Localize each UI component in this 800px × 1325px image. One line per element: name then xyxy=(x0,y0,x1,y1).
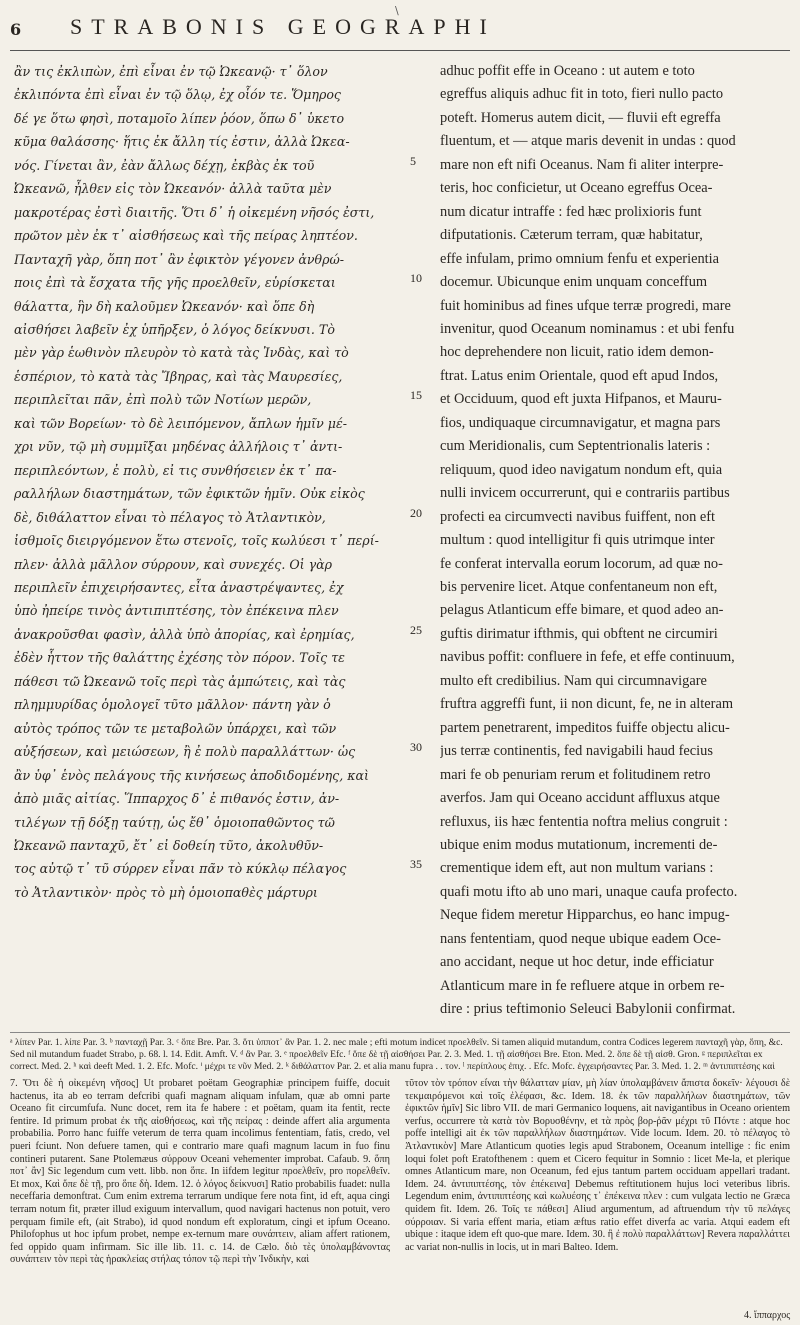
latin-line: fuit hominibus ad fines ufque terræ progredi, mare xyxy=(440,297,731,314)
latin-line: averfos. Jam qui Oceano accidunt affluxus atque xyxy=(440,790,720,807)
latin-line: partem penetrarent, impeditos fuiffe objectu alicu- xyxy=(440,719,730,736)
greek-line: νός. Γίνεται ἂν, ἐὰν ἄλλως δέχῃ, ἐκβὰς ἐκ τοῦ xyxy=(14,157,315,173)
greek-line: αἰσθήσει λαβεῖν ἐχ ὑπῆρξεν, ὁ λόγος δείκνυσι. Τὸ xyxy=(14,321,335,337)
greek-line: θάλαττα, ἣν δὴ καλοῦμεν Ὠκεανόν· καὶ ὅπε δὴ xyxy=(14,298,315,314)
latin-line: teris, hoc conficietur, ut Oceano egreffus Ocea- xyxy=(440,180,713,197)
greek-line: ἐκλιπόντα ἐπὶ εἶναι ἐν τῷ ὅλῳ, ἐχ οἷόν τε. Ὅμηρος xyxy=(14,87,341,103)
latin-line: egreffus aliquis adhuc fit in toto, fieri nullo pacto xyxy=(440,86,724,103)
line-number: 30 xyxy=(410,740,422,755)
greek-line: χρι νῦν, τῷ μὴ συμμῖξαι μηδένας ἀλλήλοις τ᾽ ἀντι- xyxy=(14,439,343,455)
greek-line: πλημμυρίδας ὁμολογεῖ τῦτο μᾶλλον· πάντη γὰν ὁ xyxy=(14,697,331,713)
latin-line: ano accidant, neque ut hoc detur, inde efficiatur xyxy=(440,954,714,971)
greek-line: δέ γε ὅτω φησὶ, ποταμοῖο λίπεν ῥόον, ὅπω δ᾽ ὑκετο xyxy=(14,110,345,126)
greek-line: τὸ Ἀτλαντικὸν· πρὸς τὸ μὴ ὁμοιοπαθὲς μάρτυρι xyxy=(14,884,318,900)
latin-line: num dicatur intraffe : fed hæc prolixioris funt xyxy=(440,203,702,220)
latin-line: guftis dirimatur ifthmis, qui obftent ne circumiri xyxy=(440,625,718,642)
latin-line: pelagus Atlanticum effe bimare, et quod adeo an- xyxy=(440,602,724,619)
greek-line: περιπλεόντων, ἐ πολὺ, εἰ τις συνθήσειεν ἐκ τ᾽ πα- xyxy=(14,462,337,478)
latin-line: ftrat. Latus enim Orientale, quod eft apud Indos, xyxy=(440,367,719,384)
page-number: 6 xyxy=(10,20,22,39)
latin-line: crementique idem eft, aut non multum varians : xyxy=(440,860,714,877)
greek-line: ἂν ὑφ᾽ ἑνὸς πελάγους τῆς κινήσεως ἀποδιδομένης, καὶ xyxy=(14,767,369,783)
latin-line: refluxus, iis hæc fententia noftra melius congruit : xyxy=(440,813,728,830)
line-number: 20 xyxy=(410,505,422,520)
greek-line: τιλέγων τῇ δόξῃ ταύτῃ, ὡς ἔθ᾽ ὁμοιοπαθῶντος τῶ xyxy=(14,814,335,830)
greek-line: αὐξήσεων, καὶ μειώσεων, ἢ ἐ πολὺ παραλλάττων· ὡς xyxy=(14,744,356,760)
greek-line: ποις ἐπὶ τὰ ἔσχατα τῆς γῆς προελθεῖν, εὑρίσκεται xyxy=(14,275,336,291)
greek-line: αὐτὸς τρόπος τῶν τε μεταβολῶν ὑπάρχει, καὶ τῶν xyxy=(14,720,337,736)
latin-line: ubique enim modus mutationum, incrementi de- xyxy=(440,836,718,853)
latin-line: mare non eft nifi Oceanus. Nam fi aliter interpre- xyxy=(440,156,724,173)
latin-line: reliquum, quod ideo navigatum nondum eft, quia xyxy=(440,461,723,478)
greek-line: πάθεσι τῶ Ὠκεανῶ τοῖς περὶ τὰς ἀμπώτεις, καὶ τὰς xyxy=(14,673,346,689)
latin-line: Atlanticum mare in fe refluere atque in orbem re- xyxy=(440,977,725,994)
greek-line: ἐδὲν ἧττον τῆς θαλάττης ἐχέσης τὸν πόρον. Τοῖς τε xyxy=(14,650,345,666)
latin-line: invenitur, quod Oceanum nominamus : et ubi fenfu xyxy=(440,320,735,337)
greek-line: ἀνακροῦσθαι φασὶν, ἀλλὰ ὑπὸ ἀπορίας, καὶ ἐρημίας, xyxy=(14,626,355,642)
line-number: 15 xyxy=(410,388,422,403)
running-head: STRABONIS GEOGRAPHI xyxy=(70,14,496,39)
greek-line: δὲ, διθάλαττον εἶναι τὸ πέλαγος τὸ Ἀτλαντικὸν, xyxy=(14,509,326,525)
latin-line: bis pervenire licet. Atque confentaneum non eft, xyxy=(440,578,718,595)
latin-line: cum Meridionalis, cum Septentrionalis lateris : xyxy=(440,438,711,455)
latin-line: multum : quod intelligitur fi quis utrimque inter xyxy=(440,532,715,549)
critical-apparatus: ᵃ λίπεν Par. 1. λίπε Par. 3. ᵇ πανταχῇ Par. 3. ᶜ ὅπε Bre. Par. 3. ὅτι ὑπποτ᾽ ἂν Par. 1. 2. nec male ; efti motum indicet προελθεῖν. Si tamen aliquid mutandum, contra Codices legerem πανταχῆ γὰρ, ὅπη, &c. Sed nil mutandum fuadet Strabo, p. 68. l. 14. Edit. Amft. V. ᵈ ἂν Par. 3. ᵉ προελθεῖν Efc. ᶠ ὅπε δὲ τῇ αἰσθήσει Par. 2. 3. Med. 1. τῇ αἰσθήσει Bre. Eton. Med. 2. ὅπε δὲ τῇ αἰσθ. Gron. ᵍ περιπλεῖται ex correct. Med. 2. ʰ καὶ deeft Med. 1. 2. Efc. Mofc. ⁱ μέχρι τε νῦν Med. 2. ᵏ διθάλαττον Par. 2. et alia manu fupra . . τον. ˡ περίπλους ἐπιχ. . Efc. Mofc. ἐγχειρήσαντες Par. 3. Med. 1. 2. ᵐ ἀντιπιπτέσης καὶ xyxy=(10,1037,783,1072)
greek-line: ἑσπέριον, τὸ κατὰ τὰς Ἴβηρας, καὶ τὰς Μαυρεσίες, xyxy=(14,368,343,384)
latin-translation-column xyxy=(440,60,795,1030)
latin-line: hoc deprehendere non licuit, ratio idem demon- xyxy=(440,344,714,361)
line-number: 10 xyxy=(410,271,422,286)
latin-line: profecti ea circumvecti navibus fuiffent, non eft xyxy=(440,508,716,525)
latin-line: dire : prius teftimonio Seleuci Babylonii confirmat. xyxy=(440,1001,736,1018)
footnote-rule xyxy=(10,1032,790,1033)
greek-line: Ὠκεανῶ πανταχῦ, ἔτ᾽ εἰ δοθείη τῦτο, ἀκολυθῦν- xyxy=(14,837,324,853)
latin-line: fruftra aggreffi funt, ii non dicunt, fe, ne in alteram xyxy=(440,696,734,713)
line-number: 5 xyxy=(410,153,416,168)
greek-line: τος αὐτῷ τ᾽ τῦ σύρρεν εἶναι πᾶν τὸ κύκλῳ πέλαγος xyxy=(14,861,347,877)
latin-line: fluentum, et — atque maris devenit in undas : quod xyxy=(440,133,736,150)
catchword: 4. ἵππαρχος xyxy=(744,1310,791,1321)
latin-line: quafi motu ifto ab uno mari, unaque caufa profecto. xyxy=(440,883,738,900)
latin-line: poteft. Homerus autem dicit, — fluvii eft egreffa xyxy=(440,109,721,126)
greek-line: ραλλήλων διαστημάτων, τῶν ἐφικτῶν ἡμῖν. Οὐκ εἰκὸς xyxy=(14,486,365,502)
greek-line: κῦμα θαλάσσης· ἥτις ἐκ ἄλλη τίς ἐστιν, ἀλλὰ Ὠκεα- xyxy=(14,134,350,150)
latin-line: jus terræ continentis, fed navigabili haud fecius xyxy=(440,743,713,760)
greek-line: μὲν γὰρ ἑωθινὸν πλευρὸν τὸ κατὰ τὰς Ἰνδὰς, καὶ τὸ xyxy=(14,345,349,361)
commentary-left: 7. Ὅτι δὲ ἡ οἰκεμένη νῆσος] Ut probaret poëtam Geographiæ principem fuiffe, docuit hactenus, ita ab eo terram defcribi quafi magnam aliquam infulam, quæ ab omni parte Oceano fit circumfufa. Nunc docet, rem ita fe habere : et poëtam, quam ita fentit, recte fentire. Id primum probat ἐκ τῆς αἰσθήσεως, καὶ τῆς πείρας : deinde affert alia argumenta probabilia. Porro hanc fuiffe veterum de terra quam incolimus fententiam, fatis, credo, vel pueri fciunt. Non defuere tamen, qui e contrario mare quafi magnum lacum in fuo finu contineri putarent. Sane Ptolemæus σύρρουν Oceani vehementer improbat. Cafaub. 9. ὅπη ποτ᾽ ἂν] Sic legendum cum vett. libb. non ὅπε. In iifdem legitur προελθεῖν, pro πορελθεῖν. Et mox, Καὶ ὅπε δὲ τῇ, pro ὅπε δὴ. Idem. 12. ὁ λόγος δείκνυσι] Ratio probabilis fuadet: nulla neceffaria demonftrat. Cum enim extrema terrarum undique fere nota fint, id eft, aqua cingi terram notum fit, præter illud exiguum intervallum, quod navigari hactenus non potuit, vero perquam fimile eft, (ait Strabo), id quod nondum eft exploratum, cingi et ipfum Oceano. Philofophus ut hoc ipfum probet, nempe ex-ternum mare συνάπτειν, aliam affert rationem, fed oppido quam infirmam. Sic ille lib. 11. c. 14. de Cælo. διὸ τὲς ὑπολαμβάνοντας συνάπτειν τὸν περὶ τὰς ἡρακλείας στήλας τόπον τῷ περὶ τὴν Ἰνδικὴν, καὶ xyxy=(10,1078,390,1266)
greek-line: ἀπὸ μιᾶς αἰτίας. Ἵππαρχος δ᾽ ἐ πιθανός ἐστιν, ἀν- xyxy=(14,791,340,807)
latin-line: nans fententiam, quod neque ubique eadem Oce- xyxy=(440,930,721,947)
greek-line: μακροτέρας ἐστὶ διαιτῆς. Ὅτι δ᾽ ἡ οἰκεμένη νῆσός ἐστι, xyxy=(14,204,375,220)
latin-line: navibus poffit: confluere in fefe, et effe continuum, xyxy=(440,649,735,666)
corner-mark: \ xyxy=(395,4,399,17)
latin-line: difputationis. Cæterum terram, quæ habitatur, xyxy=(440,227,703,244)
header-rule xyxy=(10,50,790,51)
line-number: 25 xyxy=(410,622,422,637)
latin-line: mari fe ob penuriam rerum et folitudinem retro xyxy=(440,766,711,783)
greek-line: καὶ τῶν Βορείων· τὸ δὲ λειπόμενον, ἄπλων ἡμῖν μέ- xyxy=(14,415,347,431)
latin-line: et Occiduum, quod eft juxta Hifpanos, et Mauru- xyxy=(440,391,722,408)
commentary-right: τῦτον τὸν τρόπον εἶναι τὴν θάλατταν μίαν, μὴ λίαν ὑπολαμβάνειν ἄπιστα δοκεῖν· λέγουσι δὲ τεκμαιρόμενοι καὶ τοῖς ἐλέφασι, &c. Idem. 18. ἐκ τῶν παραλλήλων διαστημάτων, τῶν ἐφικτῶν ἡμῖν] Sic libro VII. de mari Germanico loquens, ait navigantibus in Oceano orientem verfus, occurrere τὰ κατὰ τὸν Βορυσθένην, et τὰ πρὸς βορ-ῥᾶν μέχρι τῦ Πόντε : atque hoc poffe intelligi ait ἐκ τῶν παραλλήλων διαστημάτων. Vide locum. Idem. 20. τὸ πέλαγος τὸ Ἀτλαντικὸν] Mare Atlanticum quoties legis apud Strabonem, Oceanum intellige : fic enim loqui folet poft Eratofthenem : quem et Cicero fequitur in Somnio : licet Me-la, et plerique omnes Atlanticum mare, non Oceanum, fed ejus tantum partem occiduam appellari tradant. Idem. 24. ἀντιπιπτέσης, τὸν ἐπέκεινα] Debemus reftitutionem hujus loci veteribus libris. Legendum enim, ἀντιπιπτέσης καὶ κωλυέσης τ᾽ ἐπέκεινα πλεν : cum vulgata lectio ne Græca quidem fit. Idem. 26. Τοῖς τε πάθεσι] Aliud argumentum, ad aftruendum τὴν τῦ πελάγες σύρροιαν. Si varia effent maria, etiam æftus ratio effet diverfa ac varia. Atqui eadem eft ubique : itaque idem eft quo-que mare. Idem. 30. ἢ ἐ πολὺ παραλλάττων] Revera παραλλάττει ac variat non-nullis in locis, ut in mari Balteo. Idem. xyxy=(405,1078,790,1253)
line-number: 35 xyxy=(410,857,422,872)
latin-line: fios, undiquaque circumnavigatur, et magna pars xyxy=(440,414,721,431)
latin-line: Neque fidem meretur Hipparchus, eo hanc impug- xyxy=(440,907,730,924)
latin-line: effe infulam, primo omnium fenfu et experientia xyxy=(440,250,720,267)
latin-line: nulli invicem occurrerunt, qui e contrariis partibus xyxy=(440,485,730,502)
greek-line: πλεν· ἀλλὰ μᾶλλον σύρρουν, καὶ συνεχές. Οἱ γὰρ xyxy=(14,556,333,572)
latin-line: fe conferat intervalla eorum locorum, ad quæ no- xyxy=(440,555,723,572)
greek-line: Πανταχῆ γὰρ, ὅπη ποτ᾽ ἂν ἐφικτὸν γέγονεν ἀνθρώ- xyxy=(14,251,345,267)
greek-line: περιπλεῖν ἐπιχειρήσαντες, εἶτα ἀναστρέψαντες, ἐχ xyxy=(14,579,344,595)
greek-line: ἂν τις ἐκλιπὼν, ἐπὶ εἶναι ἐν τῷ Ὠκεανῷ· τ᾽ ὅλον xyxy=(14,64,328,79)
greek-text-column xyxy=(14,60,430,1030)
greek-line: ὑπὸ ἠπείρε τινὸς ἀντιπιπτέσης, τὸν ἐπέκεινα πλεν xyxy=(14,603,339,619)
latin-line: multo eft credibilius. Nam qui circumnavigare xyxy=(440,672,707,689)
greek-line: πρῶτον μὲν ἐκ τ᾽ αἰσθήσεως καὶ τῆς πείρας ληπτέον. xyxy=(14,228,358,244)
greek-line: Ὠκεανῶ, ἦλθεν εἰς τὸν Ὠκεανόν· ἀλλὰ ταῦτα μὲν xyxy=(14,181,332,197)
greek-line: περιπλεῖται πᾶν, ἐπὶ πολὺ τῶν Νοτίων μερῶν, xyxy=(14,392,312,408)
latin-line: docemur. Ubicunque enim unquam conceffum xyxy=(440,274,708,291)
greek-line: ἰσθμοῖς διειργόμενον ἕτω στενοῖς, τοῖς κωλύεσι τ᾽ περί- xyxy=(14,533,379,549)
latin-line: adhuc poffit effe in Oceano : ut autem e toto xyxy=(440,63,695,79)
